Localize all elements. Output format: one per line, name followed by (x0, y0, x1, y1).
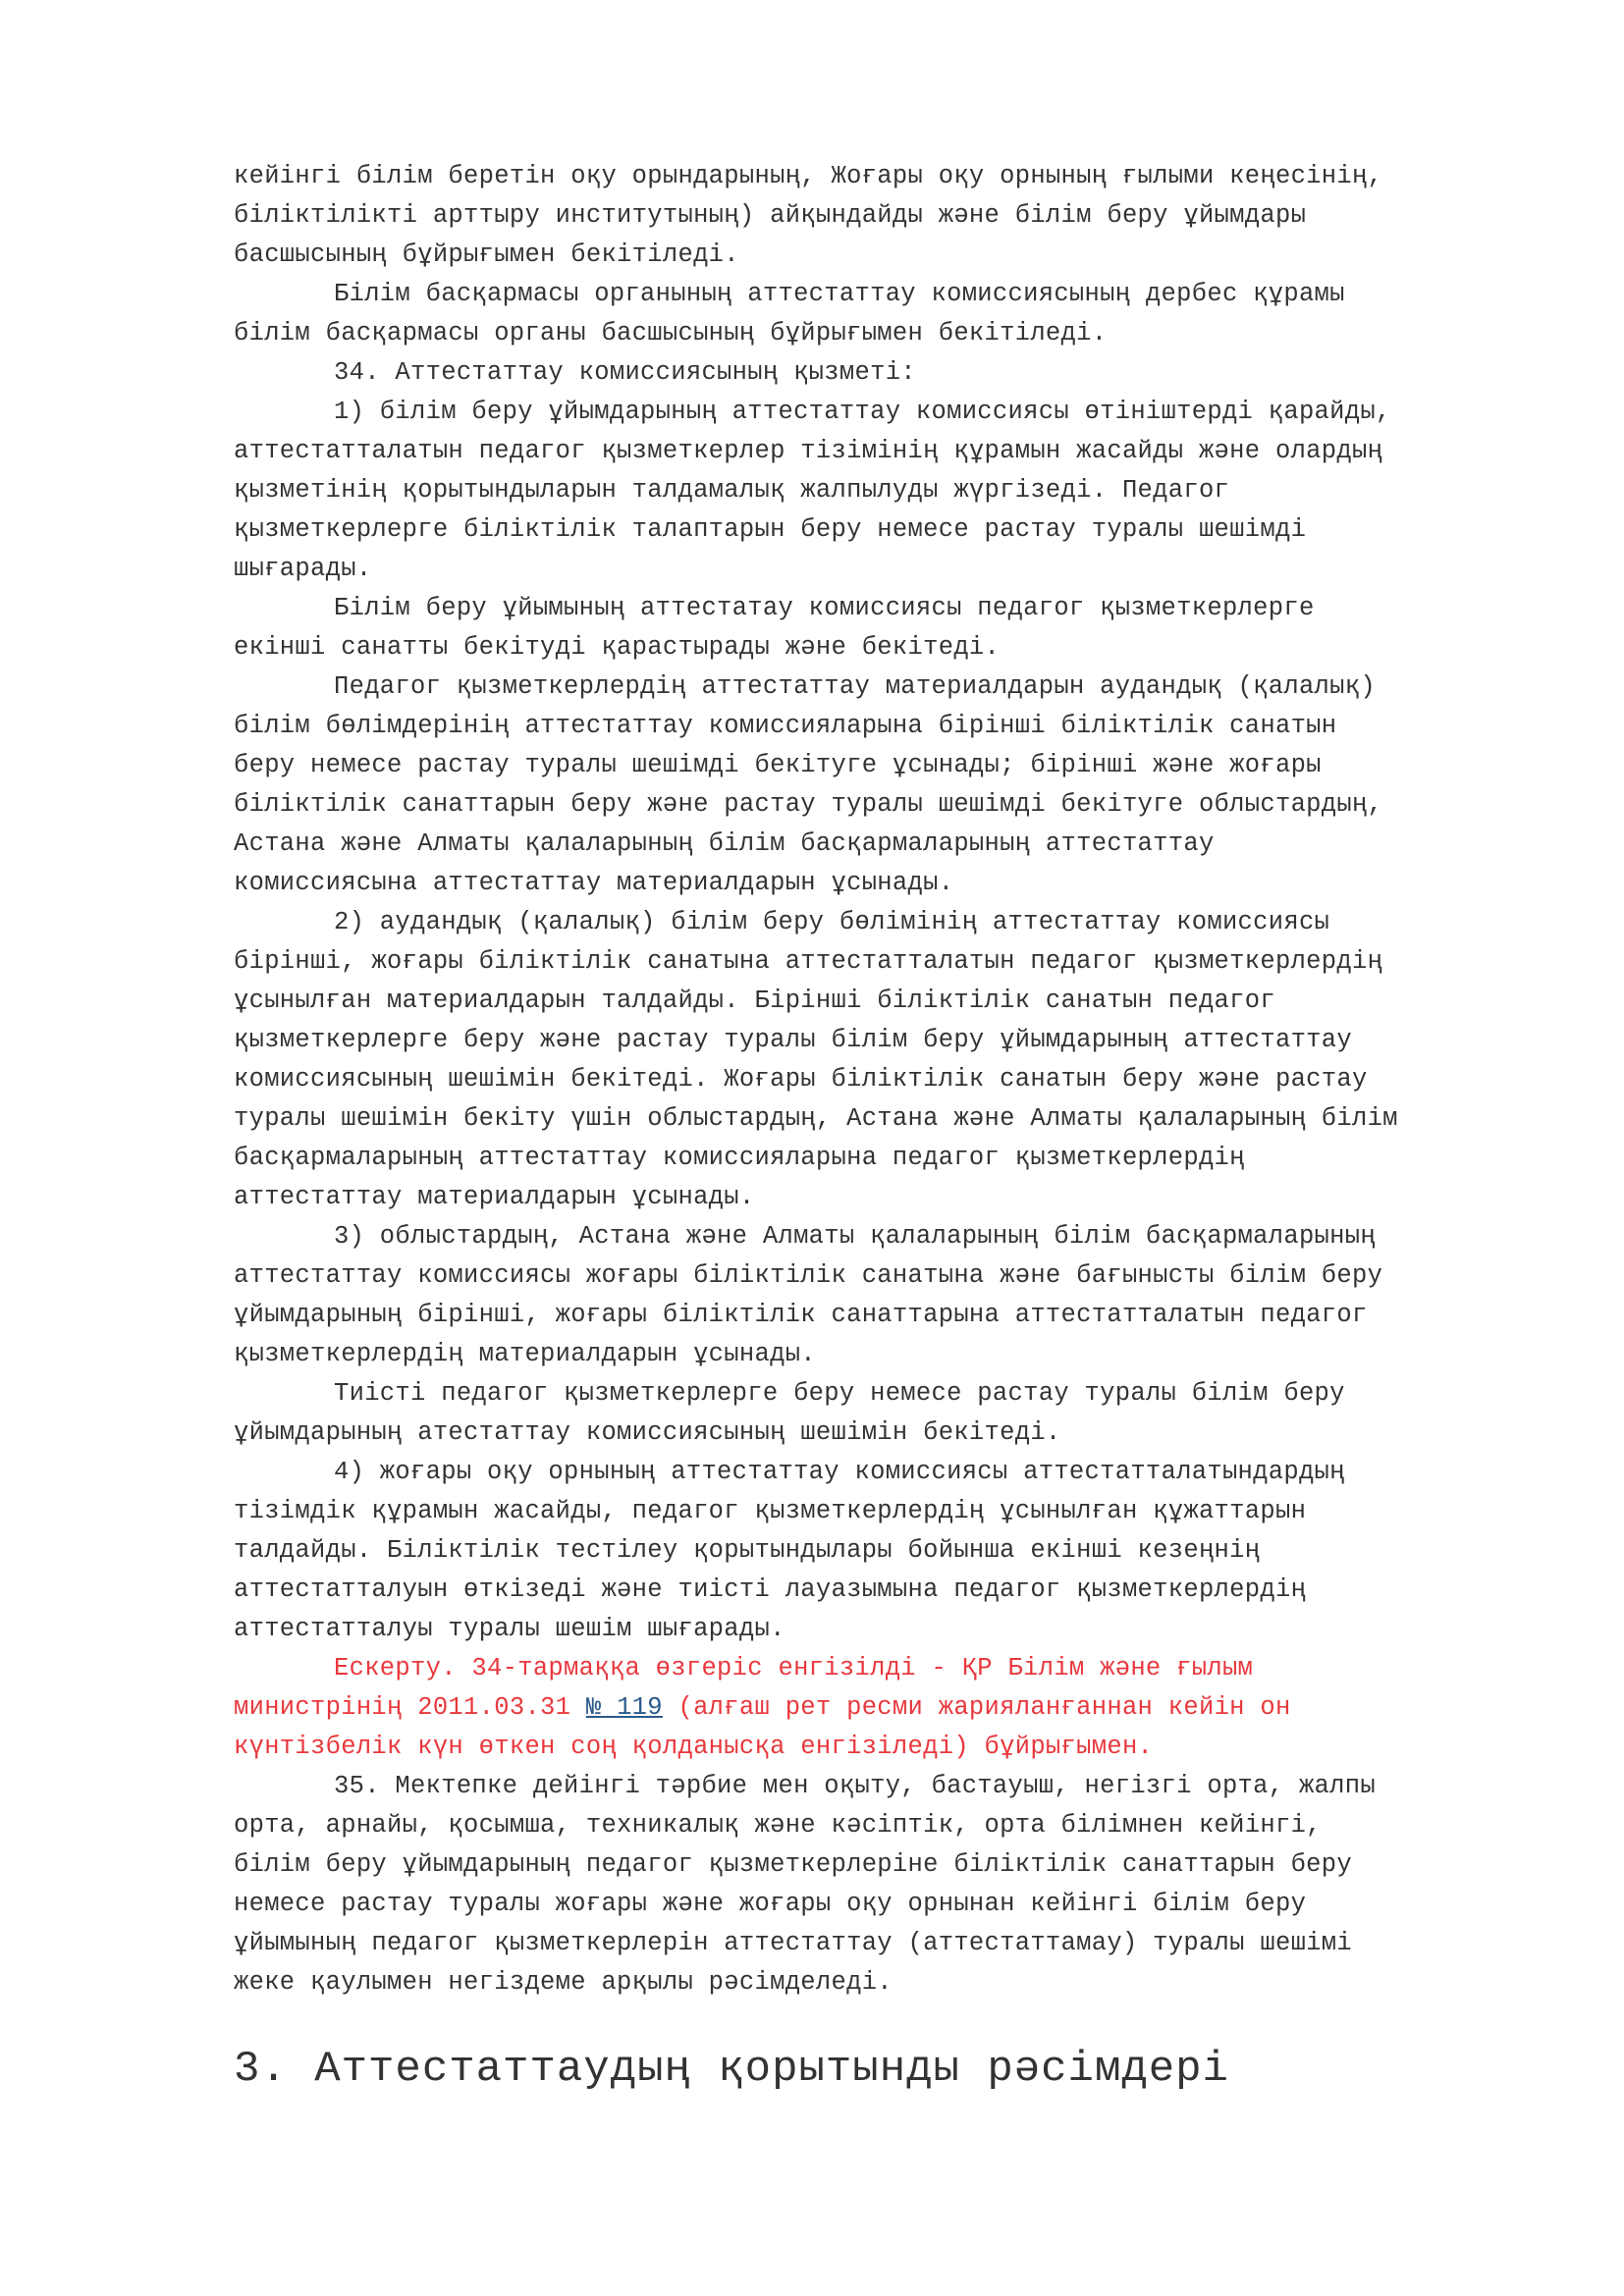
text-line: білім бөлімдерінің аттестаттау комиссияларына бірінші біліктілік санатын (234, 712, 1337, 740)
text-line: туралы шешімін бекіту үшін облыстардың, Астана және Алматы қалаларының білім (234, 1104, 1398, 1133)
paragraph (234, 393, 1510, 589)
text-line: ұйымдарының атестаттау комиссиясының шешімін бекітеді. (234, 1418, 1061, 1447)
text-line: ұсынылған материалдарын талдайды. Бірінші біліктілік санатын педагог (234, 987, 1275, 1015)
text-line: Тиісті педагог қызметкерлерге беру немесе растау туралы білім беру (334, 1379, 1345, 1408)
paragraph (234, 903, 1510, 1217)
text-line: ұйымының педагог қызметкерлерін аттестаттау (аттестаттамау) туралы шешімі (234, 1929, 1352, 1957)
text-line: жеке қаулымен негіздеме арқылы рәсімделеді. (234, 1968, 893, 1997)
text-line: қызметінің қорытындыларын талдамалық жалпылуды жүргізеді. Педагог (234, 476, 1230, 505)
text-line: талдайды. Біліктілік тестілеу қорытындылары бойынша екінші кезеңнің (234, 1536, 1261, 1565)
text-line: басқармаларының аттестаттау комиссияларына педагог қызметкерлердің (234, 1144, 1245, 1172)
text-line: біліктілікті арттыру институтының) айқындайды және білім беру ұйымдары (234, 201, 1307, 230)
text-line: біліктілік санаттарын беру және растау туралы шешімді бекітуге облыстардың, (234, 790, 1383, 819)
paragraph (234, 1217, 1510, 1374)
text-line: бірінші, жоғары біліктілік санатына аттестатталатын педагог қызметкерлердің (234, 947, 1383, 976)
text-line: Педагог қызметкерлердің аттестаттау материалдарын аудандық (қалалық) (334, 672, 1376, 701)
text-line: 3) облыстардың, Астана және Алматы қалаларының білім басқармаларының (334, 1222, 1376, 1251)
text-line: 34. Аттестаттау комиссиясының қызметі: (334, 358, 916, 387)
text-line: аттестаттау материалдарын ұсынады. (234, 1183, 755, 1211)
text-line: немесе растау туралы жоғары және жоғары оқу орнынан кейінгі білім беру (234, 1890, 1307, 1918)
note-line (234, 1688, 1510, 1728)
amendment-note (234, 1649, 1510, 1767)
text-line: аттестаттау комиссиясы жоғары біліктілік санатына және бағынысты білім беру (234, 1261, 1383, 1290)
text-line: Астана және Алматы қалаларының білім басқармаларының аттестаттау (234, 829, 1215, 858)
text-line: қызметкерлердің материалдарын ұсынады. (234, 1340, 816, 1368)
text-line: екінші санатты бекітуді қарастырады және бекітеді. (234, 633, 1001, 662)
text-line: білім беру ұйымдарының педагог қызметкерлеріне біліктілік санаттарын беру (234, 1850, 1352, 1879)
order-link[interactable]: № 119 (585, 1693, 663, 1722)
text-line: комиссиясының шешімін бекітеді. Жоғары біліктілік санатын беру және растау (234, 1065, 1368, 1094)
paragraph (234, 353, 1510, 393)
text-line: аттестатталуын өткізеді және тиісті лауазымына педагог қызметкерлердің (234, 1575, 1307, 1604)
paragraph (234, 1374, 1510, 1453)
text-line: тізімдік құрамын жасайды, педагог қызметкерлердің ұсынылған құжаттарын (234, 1497, 1307, 1525)
text-line: 35. Мектепке дейінгі тәрбие мен оқыту, бастауыш, негізгі орта, жалпы (334, 1772, 1376, 1800)
note-line: күнтізбелік күн өткен соң қолданысқа енгізіледі) бұйрығымен. (234, 1733, 1154, 1761)
note-line: Ескерту. 34-тармаққа өзгеріс енгізілді - ҚР Білім және ғылым (334, 1654, 1254, 1682)
text-line: аттестатталуы туралы шешім шығарады. (234, 1615, 785, 1643)
text-line: Білім беру ұйымының аттестатау комиссиясы педагог қызметкерлерге (334, 594, 1315, 622)
paragraph (234, 667, 1510, 903)
text-line: беру немесе растау туралы шешімді бекітуге ұсынады; бірінші және жоғары (234, 751, 1322, 779)
text-line: білім басқармасы органы басшысының бұйрығымен бекітіледі. (234, 319, 1108, 347)
text-line: басшысының бұйрығымен бекітіледі. (234, 240, 739, 269)
paragraph (234, 589, 1510, 667)
paragraph (234, 1453, 1510, 1649)
text-line: Білім басқармасы органының аттестаттау комиссиясының дербес құрамы (334, 280, 1345, 308)
text-line: комиссиясына аттестаттау материалдарын ұсынады. (234, 869, 954, 897)
text-line: кейінгі білім беретін оқу орындарының, Жоғары оқу орнының ғылыми кеңесінің, (234, 162, 1383, 190)
text-line: ұйымдарының бірінші, жоғары біліктілік санаттарына аттестатталатын педагог (234, 1301, 1368, 1329)
paragraph (234, 157, 1510, 275)
paragraph (234, 275, 1510, 353)
text-line: қызметкерлерге беру және растау туралы білім беру ұйымдарының аттестаттау (234, 1026, 1352, 1054)
note-text: (алғаш рет ресми жарияланғаннан кейін он (662, 1693, 1291, 1722)
text-line: қызметкерлерге біліктілік талаптарын беру немесе растау туралы шешімді (234, 515, 1307, 544)
text-line: 4) жоғары оқу орнының аттестаттау комиссиясы аттестатталатындардың (334, 1458, 1345, 1486)
note-text: министрінің 2011.03.31 (234, 1693, 586, 1722)
section-heading: 3. Аттестаттаудың қорытынды рәсімдері (234, 2045, 1229, 2094)
text-line: аттестатталатын педагог қызметкерлер тізімінің құрамын жасайды және олардың (234, 437, 1383, 465)
document-body (234, 157, 1510, 2099)
text-line: 1) білім беру ұйымдарының аттестаттау комиссиясы өтініштерді қарайды, (334, 398, 1391, 426)
text-line: 2) аудандық (қалалық) білім беру бөлімінің аттестаттау комиссиясы (334, 908, 1330, 936)
paragraph (234, 1767, 1510, 2002)
text-line: орта, арнайы, қосымша, техникалық және кәсіптік, орта білімнен кейінгі, (234, 1811, 1322, 1840)
text-line: шығарады. (234, 555, 372, 583)
